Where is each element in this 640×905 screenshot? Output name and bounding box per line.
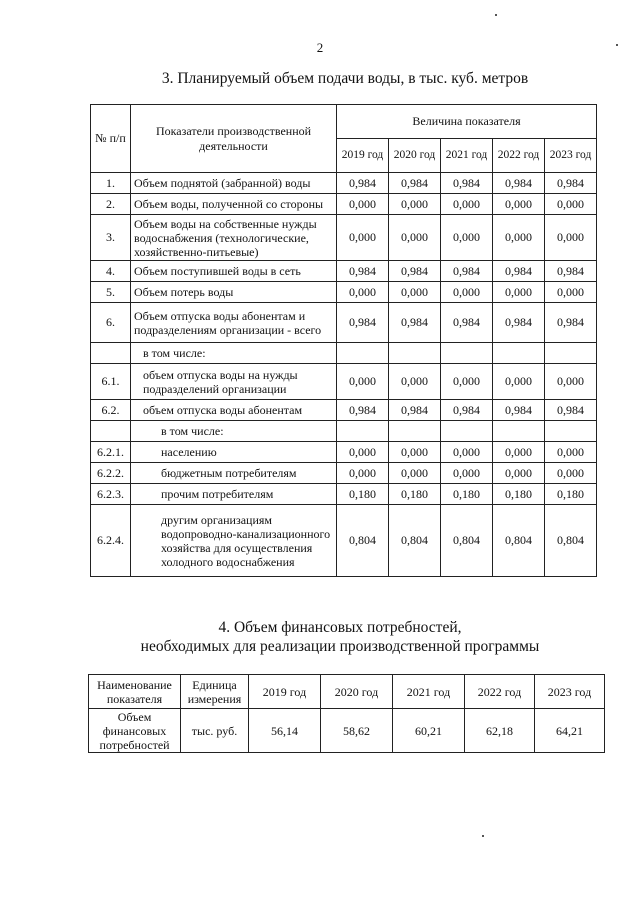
row-value: 0,984 xyxy=(493,400,545,421)
row-value: 0,000 xyxy=(493,364,545,400)
row-value: 0,000 xyxy=(545,282,597,303)
table-row xyxy=(91,400,597,421)
row-value: 0,984 xyxy=(337,261,389,282)
row-value xyxy=(545,343,597,364)
table-row xyxy=(91,303,597,343)
row-value: 0,000 xyxy=(545,442,597,463)
row-value: 0,180 xyxy=(441,484,493,505)
row-number: 6.1. xyxy=(91,364,131,400)
table-row xyxy=(91,173,597,194)
row-value: 0,804 xyxy=(337,505,389,577)
row-cell: 60,21 xyxy=(393,709,465,753)
row-indicator: Объем воды, полученной со стороны xyxy=(131,194,337,215)
row-cell: 64,21 xyxy=(535,709,605,753)
row-value: 0,000 xyxy=(493,442,545,463)
row-indicator: Объем поступившей воды в сеть xyxy=(131,261,337,282)
row-value: 0,180 xyxy=(389,484,441,505)
row-value: 0,180 xyxy=(337,484,389,505)
row-number xyxy=(91,421,131,442)
row-value: 0,000 xyxy=(441,194,493,215)
row-value: 0,000 xyxy=(493,215,545,261)
row-cell: 56,14 xyxy=(249,709,321,753)
row-value xyxy=(493,343,545,364)
row-number: 6. xyxy=(91,303,131,343)
row-value: 0,984 xyxy=(389,173,441,194)
section-4-title xyxy=(80,618,600,656)
row-value: 0,804 xyxy=(545,505,597,577)
header-year: 2020 год xyxy=(389,139,441,173)
row-number: 6.2. xyxy=(91,400,131,421)
header-cell: 2023 год xyxy=(535,675,605,709)
row-value: 0,984 xyxy=(493,261,545,282)
row-indicator: Объем отпуска воды абонентам и подразделениям организации - всего xyxy=(131,303,337,343)
row-value: 0,000 xyxy=(441,442,493,463)
row-indicator: прочим потребителям xyxy=(131,484,337,505)
row-value: 0,000 xyxy=(389,215,441,261)
page-number: 2 xyxy=(316,40,324,55)
row-value xyxy=(545,421,597,442)
row-value: 0,984 xyxy=(545,261,597,282)
row-indicator: населению xyxy=(131,442,337,463)
table-row xyxy=(91,194,597,215)
row-number: 6.2.4. xyxy=(91,505,131,577)
row-indicator: объем отпуска воды абонентам xyxy=(131,400,337,421)
row-value: 0,984 xyxy=(545,303,597,343)
table-row xyxy=(91,215,597,261)
row-cell: 62,18 xyxy=(465,709,535,753)
table-row xyxy=(91,421,597,442)
row-value: 0,984 xyxy=(389,261,441,282)
row-value: 0,984 xyxy=(493,173,545,194)
scan-speck xyxy=(616,44,618,46)
row-cell: Объем финансовых потребностей xyxy=(89,709,181,753)
row-value: 0,000 xyxy=(493,282,545,303)
header-value-group: Величина показателя xyxy=(337,105,597,139)
header-cell: 2022 год xyxy=(465,675,535,709)
table-row xyxy=(91,505,597,577)
row-value: 0,984 xyxy=(337,400,389,421)
row-value: 0,000 xyxy=(389,194,441,215)
section-3-title: 3. Планируемый объем подачи воды, в тыс. куб. метров xyxy=(161,70,529,87)
row-value: 0,000 xyxy=(545,463,597,484)
table-row xyxy=(91,484,597,505)
row-value: 0,000 xyxy=(441,364,493,400)
row-number: 4. xyxy=(91,261,131,282)
row-value: 0,984 xyxy=(441,400,493,421)
header-cell: 2020 год xyxy=(321,675,393,709)
row-value: 0,000 xyxy=(545,215,597,261)
row-number: 5. xyxy=(91,282,131,303)
row-indicator: Объем воды на собственные нужды водоснабжения (технологические, хозяйственно-питьевые) xyxy=(131,215,337,261)
row-value: 0,984 xyxy=(441,173,493,194)
row-value: 0,000 xyxy=(337,215,389,261)
row-indicator: в том числе: xyxy=(131,421,337,442)
row-value: 0,000 xyxy=(493,194,545,215)
table-row xyxy=(91,463,597,484)
row-value: 0,804 xyxy=(493,505,545,577)
row-value xyxy=(493,421,545,442)
row-value: 0,000 xyxy=(337,364,389,400)
row-value: 0,000 xyxy=(337,463,389,484)
row-value: 0,804 xyxy=(389,505,441,577)
row-number: 6.2.2. xyxy=(91,463,131,484)
table-row xyxy=(91,343,597,364)
table-row xyxy=(91,364,597,400)
row-number: 3. xyxy=(91,215,131,261)
header-cell: 2019 год xyxy=(249,675,321,709)
row-number: 6.2.3. xyxy=(91,484,131,505)
row-value xyxy=(441,343,493,364)
row-number: 1. xyxy=(91,173,131,194)
header-year: 2019 год xyxy=(337,139,389,173)
water-supply-table xyxy=(90,104,597,577)
row-value: 0,984 xyxy=(337,173,389,194)
row-value: 0,000 xyxy=(545,364,597,400)
row-value: 0,984 xyxy=(389,400,441,421)
table-row xyxy=(91,261,597,282)
header-num: № п/п xyxy=(91,105,131,173)
row-value: 0,180 xyxy=(545,484,597,505)
row-value: 0,000 xyxy=(337,442,389,463)
row-value: 0,000 xyxy=(545,194,597,215)
header-cell: 2021 год xyxy=(393,675,465,709)
row-value xyxy=(389,343,441,364)
row-value: 0,000 xyxy=(389,463,441,484)
row-value: 0,000 xyxy=(389,442,441,463)
row-value: 0,000 xyxy=(337,194,389,215)
row-value: 0,984 xyxy=(441,303,493,343)
header-year: 2023 год xyxy=(545,139,597,173)
table-row xyxy=(91,442,597,463)
row-value: 0,984 xyxy=(337,303,389,343)
row-indicator: Объем потерь воды xyxy=(131,282,337,303)
row-value: 0,000 xyxy=(441,463,493,484)
row-value xyxy=(337,421,389,442)
row-value: 0,000 xyxy=(389,364,441,400)
row-value: 0,000 xyxy=(337,282,389,303)
row-value: 0,984 xyxy=(389,303,441,343)
row-value xyxy=(337,343,389,364)
header-cell: Единица измерения xyxy=(181,675,249,709)
row-indicator: объем отпуска воды на нужды подразделений организации xyxy=(131,364,337,400)
row-number xyxy=(91,343,131,364)
header-year: 2022 год xyxy=(493,139,545,173)
section-4-title-line2: необходимых для реализации производственной программы xyxy=(140,638,540,655)
header-cell: Наименование показателя xyxy=(89,675,181,709)
row-value: 0,984 xyxy=(493,303,545,343)
row-indicator: бюджетным потребителям xyxy=(131,463,337,484)
row-cell: тыс. руб. xyxy=(181,709,249,753)
financial-needs-table xyxy=(88,674,605,753)
row-value: 0,000 xyxy=(389,282,441,303)
row-value: 0,804 xyxy=(441,505,493,577)
row-value xyxy=(441,421,493,442)
row-number: 2. xyxy=(91,194,131,215)
row-indicator: Объем поднятой (забранной) воды xyxy=(131,173,337,194)
row-value xyxy=(389,421,441,442)
header-indicator: Показатели производственной деятельности xyxy=(131,105,337,173)
row-number: 6.2.1. xyxy=(91,442,131,463)
row-value: 0,000 xyxy=(441,282,493,303)
row-value: 0,180 xyxy=(493,484,545,505)
row-value: 0,984 xyxy=(441,261,493,282)
section-4-title-line1: 4. Объем финансовых потребностей, xyxy=(218,619,462,636)
scan-speck xyxy=(482,835,484,837)
header-year: 2021 год xyxy=(441,139,493,173)
row-cell: 58,62 xyxy=(321,709,393,753)
row-value: 0,984 xyxy=(545,400,597,421)
row-value: 0,984 xyxy=(545,173,597,194)
row-value: 0,000 xyxy=(493,463,545,484)
scan-speck xyxy=(495,14,497,16)
row-value: 0,000 xyxy=(441,215,493,261)
row-indicator: другим организациям водопроводно-канализационного хозяйства для осуществления холодного водоснабжения xyxy=(131,505,337,577)
row-indicator: в том числе: xyxy=(131,343,337,364)
table-row xyxy=(91,282,597,303)
